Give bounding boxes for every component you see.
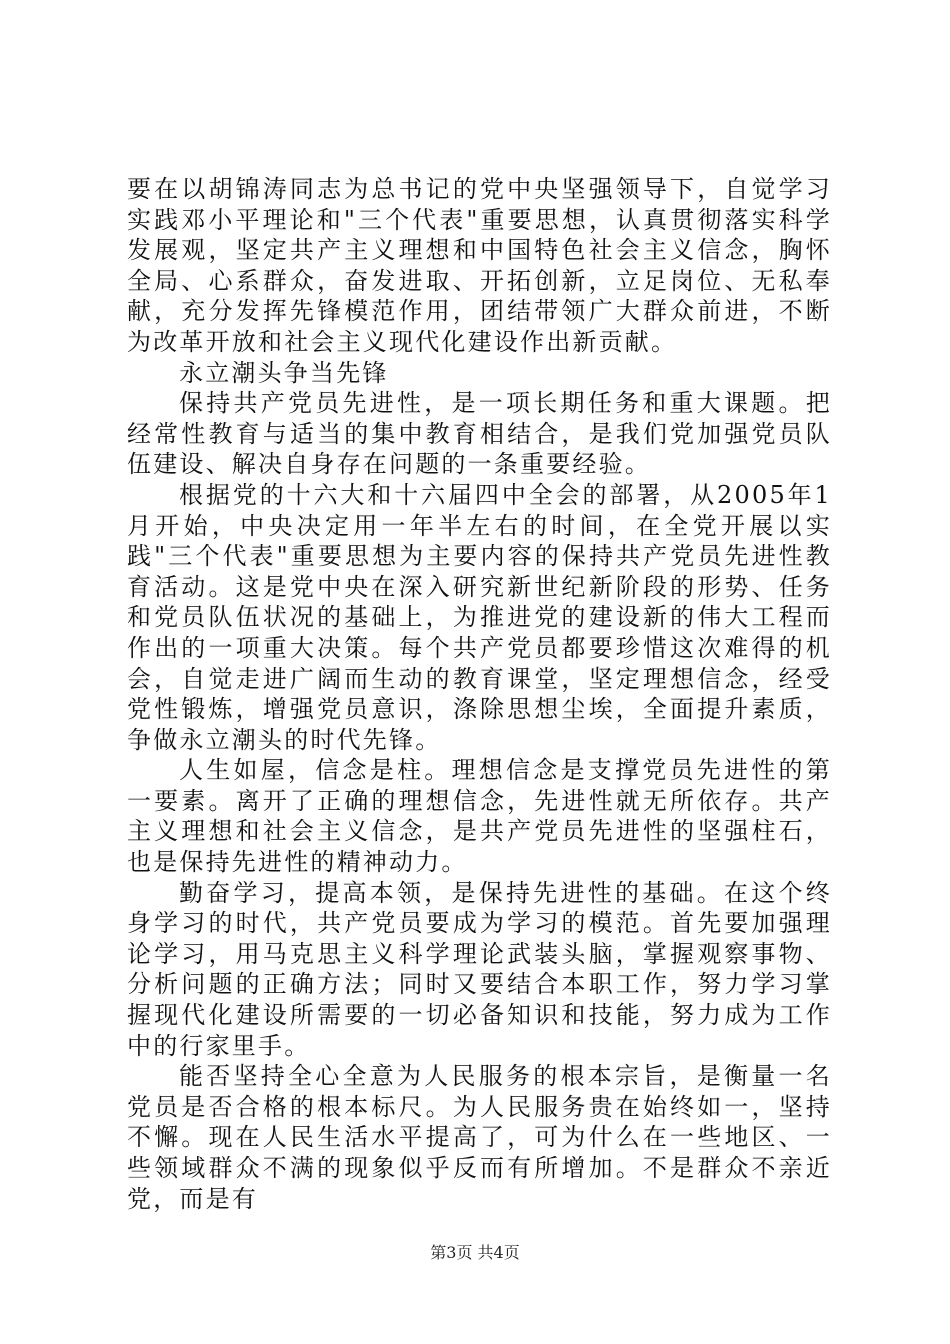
paragraph-6: 能否坚持全心全意为人民服务的根本宗旨，是衡量一名党员是否合格的根本标尺。为人民服务贵在始终如一，坚持不懈。现在人民生活水平提高了，可为什么在一些地区、一些领域群众不满的现象似乎反而有所增加。不是群众不亲近党，而是有 [127,1062,832,1213]
paragraph-1: 要在以胡锦涛同志为总书记的党中央坚强领导下，自觉学习实践邓小平理论和"三个代表"重要思想，认真贯彻落实科学发展观，坚定共产主义理想和中国特色社会主义信念，胸怀全局、心系群众，奋发进取、开拓创新，立足岗位、无私奉献，充分发挥先锋模范作用，团结带领广大群众前进，不断为改革开放和社会主义现代化建设作出新贡献。 [127,175,832,356]
paragraph-4: 人生如屋，信念是柱。理想信念是支撑党员先进性的第一要素。离开了正确的理想信念，先进性就无所依存。共产主义理想和社会主义信念，是共产党员先进性的坚强柱石，也是保持先进性的精神动力。 [127,756,832,877]
paragraph-2: 保持共产党员先进性，是一项长期任务和重大课题。把经常性教育与适当的集中教育相结合，是我们党加强党员队伍建设、解决自身存在问题的一条重要经验。 [127,389,832,479]
paragraph-5: 勤奋学习，提高本领，是保持先进性的基础。在这个终身学习的时代，共产党员要成为学习的模范。首先要加强理论学习，用马克思主义科学理论武装头脑，掌握观察事物、分析问题的正确方法；同时又要结合本职工作，努力学习掌握现代化建设所需要的一切必备知识和技能，努力成为工作中的行家里手。 [127,878,832,1060]
page-number-footer: 第3页 共4页 [430,1243,520,1262]
paragraph-3: 根据党的十六大和十六届四中全会的部署，从2005年1月开始，中央决定用一年半左右的时间，在全党开展以实践"三个代表"重要思想为主要内容的保持共产党员先进性教育活动。这是党中央在深入研究新世纪新阶段的形势、任务和党员队伍状况的基础上，为推进党的建设新的伟大工程而作出的一项重大决策。每个共产党员都要珍惜这次难得的机会，自觉走进广阔而生动的教育课堂，坚定理想信念，经受党性锻炼，增强党员意识，涤除思想尘埃，全面提升素质，争做永立潮头的时代先锋。 [127,480,832,754]
document-body [127,174,832,1214]
section-heading: 永立潮头争当先锋 [179,358,389,387]
